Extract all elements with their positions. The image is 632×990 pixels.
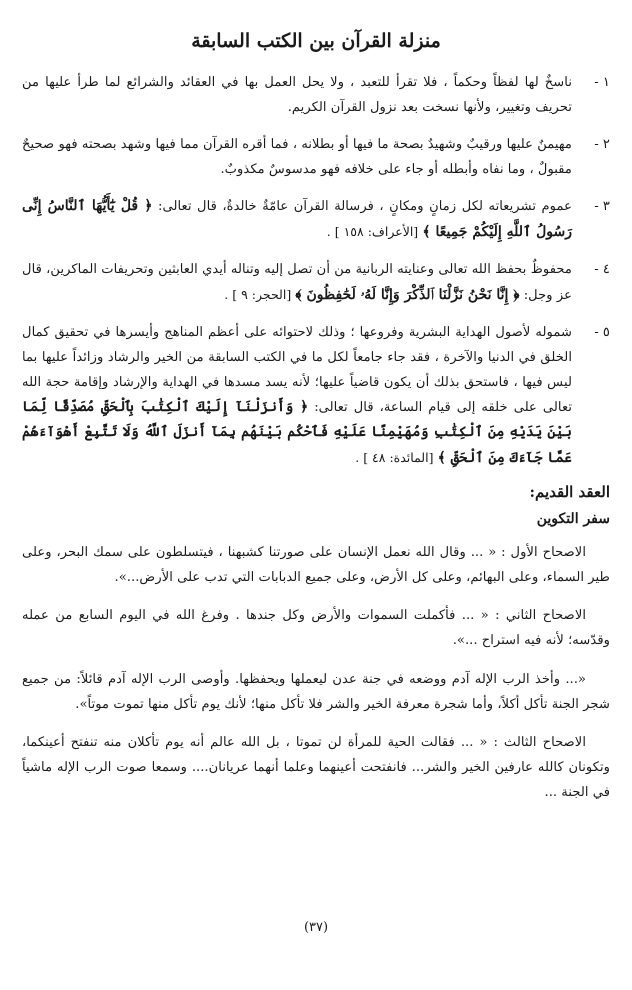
verse-reference: [الأعراف: ١٥٨ ] . bbox=[326, 224, 419, 239]
item-text: عموم تشريعاته لكل زمانٍ ومكانٍ ، فرسالة القرآن عامّةٌ خالدةٌ، قال تعالى: ﴿ قُلْ يَٰٓأَيُّهَا ٱلنَّاسُ إِنِّى رَسُولُ ٱللَّهِ إِلَيْكُمْ جَمِيعًا ﴾ [الأعراف: ١٥٨ ] . bbox=[22, 198, 572, 240]
item-text: مهيمنٌ عليها ورقيبٌ وشهيدٌ بصحة ما فيها أو بطلانه ، فما أقره القرآن مما فيها وشهد بصحته فهو صحيحٌ مقبولٌ ، وما نفاه وأبطله أو جاء على خلافه فهو مدسوسٌ مكذوبٌ. bbox=[22, 137, 572, 177]
quran-verse: ﴿ قُلْ يَٰٓأَيُّهَا ٱلنَّاسُ إِنِّى رَسُولُ ٱللَّهِ إِلَيْكُمْ جَمِيعًا ﴾ bbox=[22, 198, 572, 240]
item-number: ٥ - bbox=[594, 325, 610, 340]
quote-paragraph-1: الاصحاح الأول : « ... وقال الله نعمل الإنسان على صورتنا كشبهنا ، فيتسلطون على سمك البحر، وعلى طير السماء، وعلى البهائم، وعلى كل الأرض، وعلى جميع الدبابات التي تدب على الأرض...». bbox=[22, 545, 610, 586]
item-number: ٣ - bbox=[594, 199, 610, 214]
item-number: ٤ - bbox=[594, 262, 610, 277]
page-title: منزلة القرآن بين الكتب السابقة bbox=[191, 30, 441, 52]
verse-reference: [المائدة: ٤٨ ] . bbox=[355, 450, 434, 465]
quote-paragraph-2: الاصحاح الثاني : « ... فأكملت السموات والأرض وكل جندها . وفرغ الله في اليوم السابع من عمله وقدّسه؛ لأنه فيه استراح ...». bbox=[22, 608, 610, 649]
list-item-3 bbox=[22, 194, 610, 245]
quote-paragraph-3: «... وأخذ الرب الإله آدم ووضعه في جنة عدن ليعملها ويحفظها. وأوصى الرب الإله آدم قائلاً: من جميع شجر الجنة تأكل أكلاً، وأما شجرة معرفة الخير والشر فلا تأكل منها؛ لأنك يوم تأكل منها تموت موتاً». bbox=[22, 671, 610, 712]
page-number: (٣٧) bbox=[303, 920, 329, 935]
quote-paragraph-4: الاصحاح الثالث : « ... فقالت الحية للمرأة لن تموتا ، بل الله عالم أنه يوم تأكلان منه تنفتح أعينكما، وتكونان كالله عارفين الخير والشر... فانفتحت أعينهما وعلما أنهما عريانان.... وسمعا صوت الرب الإله ماشياً في الجنة ... bbox=[22, 734, 610, 800]
subsection-heading: سفر التكوين bbox=[536, 511, 610, 527]
verse-reference: [الحجر: ٩ ] . bbox=[224, 287, 292, 302]
quran-verse: ﴿ وَأَنزَلْنَآ إِلَيْكَ ٱلْكِتَٰبَ بِٱلْحَقِّ مُصَدِّقًا لِّمَا بَيْنَ يَدَيْهِ مِنَ ٱلْكِتَٰبِ وَمُهَيْمِنًا عَلَيْهِ فَٱحْكُم بَيْنَهُم بِمَآ أَنزَلَ ٱللَّهُ وَلَا تَتَّبِعْ أَهْوَآءَهُمْ عَمَّا جَآءَكَ مِنَ ٱلْحَقِّ ﴾ bbox=[22, 399, 572, 466]
section-heading: العقد القديم: bbox=[529, 483, 610, 501]
list-item-4 bbox=[22, 257, 610, 308]
list-item-1 bbox=[22, 70, 610, 120]
quran-verse: ﴿ إِنَّا نَحْنُ نَزَّلْنَا ٱلذِّكْرَ وَإِنَّا لَهُۥ لَحَٰفِظُونَ ﴾ bbox=[295, 287, 520, 303]
item-text: محفوظٌ بحفظ الله تعالى وعنايته الربانية من أن تصل إليه وتناله أيدي العابثين وتحريفات الماكرين، قال عز وجل: ﴿ إِنَّا نَحْنُ نَزَّلْنَا ٱلذِّكْرَ وَإِنَّا لَهُۥ لَحَٰفِظُونَ ﴾ [الحجر: ٩ ] . bbox=[22, 262, 572, 303]
list-item-5 bbox=[22, 320, 610, 471]
item-text: شموله لأصول الهداية البشرية وفروعها ؛ وذلك لاحتوائه على أعظم المناهج وأيسرها في تحقيق كمال الخلق في الدنيا والآخرة ، فقد جاء جامعاً لكل ما في الكتب السابقة من الخير والرشاد وزائداً عليها بما ليس فيها ، فاستحق بذلك أن يكون قاضياً عليها؛ لأنه يسد مسدها في الهداية والإرشاد وإقامة حجة الله تعالى على خلقه إلى قيام الساعة، قال تعالى: ﴿ وَأَنزَلْنَآ إِلَيْكَ ٱلْكِتَٰبَ بِٱلْحَقِّ مُصَدِّقًا لِّمَا بَيْنَ يَدَيْهِ مِنَ ٱلْكِتَٰبِ وَمُهَيْمِنًا عَلَيْهِ فَٱحْكُم بَيْنَهُم بِمَآ أَنزَلَ ٱللَّهُ وَلَا تَتَّبِعْ أَهْوَآءَهُمْ عَمَّا جَآءَكَ مِنَ ٱلْحَقِّ ﴾ [المائدة: ٤٨ ] . bbox=[22, 325, 572, 466]
list-item-2 bbox=[22, 132, 610, 182]
item-number: ١ - bbox=[594, 75, 610, 90]
item-number: ٢ - bbox=[594, 137, 610, 152]
item-text: ناسخٌ لها لفظاً وحكماً ، فلا تقرأ للتعبد ، ولا يحل العمل بها في العقائد والشرائع لما طرأ عليها من تحريف وتغيير، ولأنها نسخت بعد نزول القرآن الكريم. bbox=[22, 75, 572, 115]
